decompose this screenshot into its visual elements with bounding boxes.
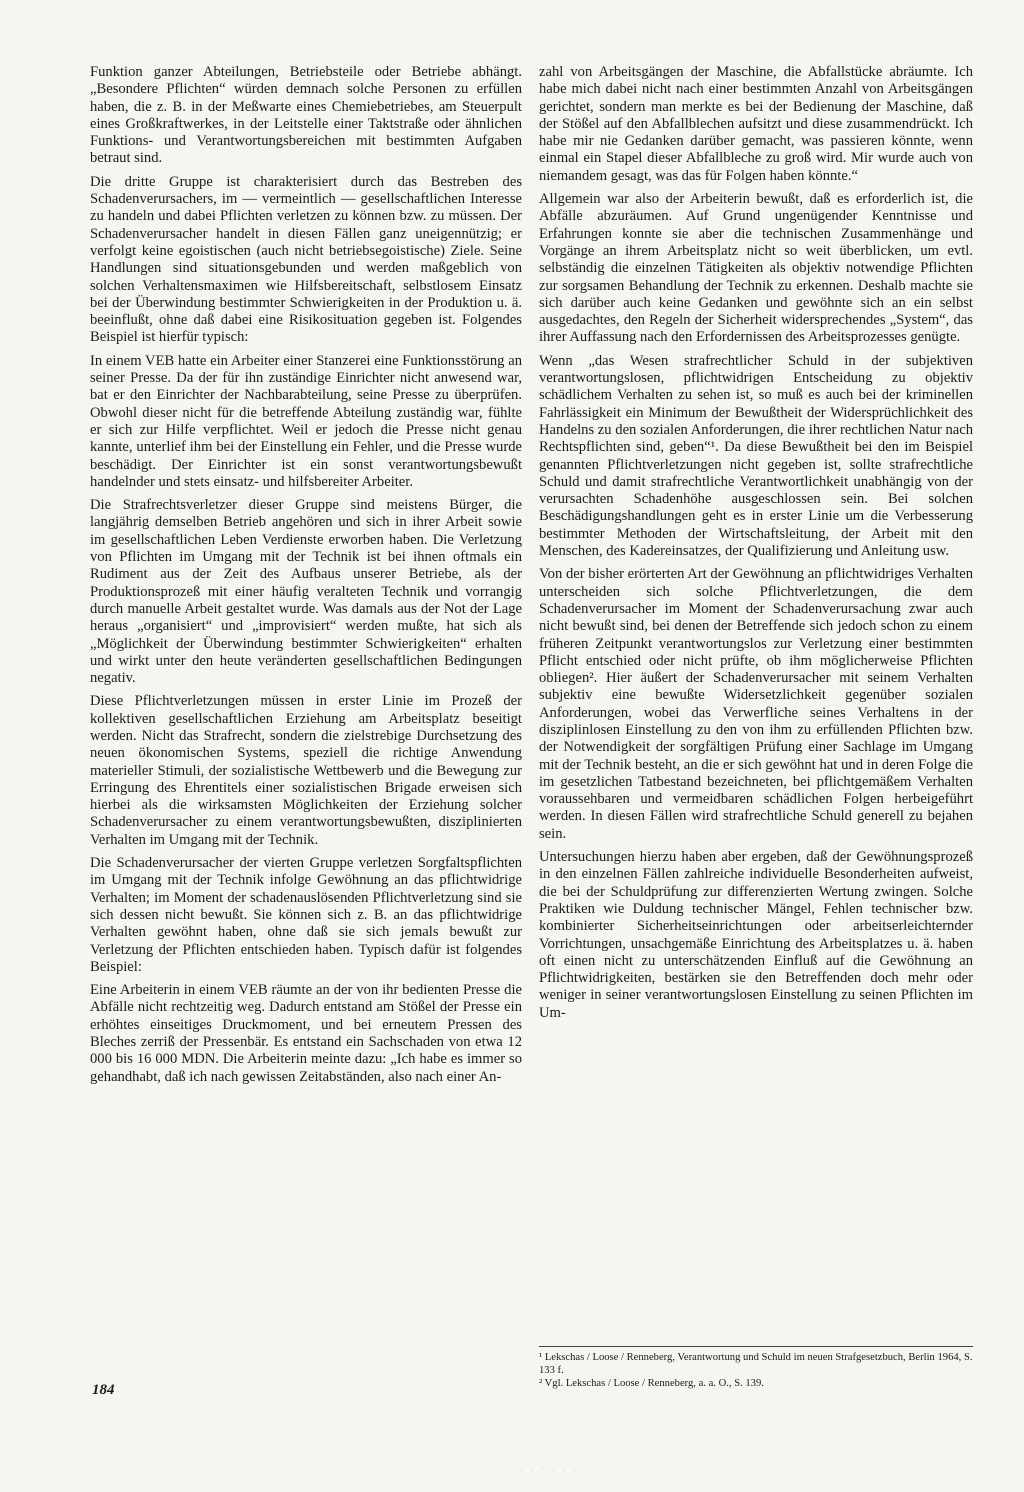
paragraph: Wenn „das Wesen strafrechtlicher Schuld in der subjektiven verantwortungslosen, pflichtwidrigen Entscheidung zu objektiv schädlichem Verhalten zu sehen ist, so muß es auch bei der kriminellen Fahrlässigkeit ein Minimum der Bewußtheit der Widersprüchlichkeit des Handelns zu den sozialen Anforderungen, die ihrer rechtlichen Natur nach Rechtspflichten sind, geben“¹. Da diese Bewußtheit bei den im Beispiel genannten Pflichtverletzungen nicht gegeben ist, sollte strafrechtliche Schuld und damit strafrechtliche Verantwortlichkeit unabhängig von der verursachten Schadenhöhe ausgeschlossen sein. Bei solchen Beschädigungshandlungen geht es in erster Linie um die Verbesserung bestimmter Methoden der Wirtschaftsleitung, der Arbeit mit den Menschen, des Kadereinsatzes, der Qualifizierung und Anleitung usw. (539, 352, 973, 560)
paragraph: Die Schadenverursacher der vierten Gruppe verletzen Sorgfaltspflichten im Umgang mit der Technik infolge Gewöhnung an das pflichtwidrige Verhalten; im Moment der schadenauslösenden Pflichtverletzung sind sie sich dessen nicht bewußt. Sie können sich z. B. an das pflichtwidrige Verhalten gewöhnt haben, ohne daß sie sich jemals bewußt zur Verletzung der Pflichten entschieden haben. Typisch dafür ist folgendes Beispiel: (90, 855, 522, 975)
paragraph: Allgemein war also der Arbeiterin bewußt, daß es erforderlich ist, die Abfälle abzuräumen. Auf Grund ungenügender Kenntnisse und Erfahrungen konnte sie aber die technischen Zusammenhänge und Vorgänge an ihrem Arbeitsplatz nicht so weit überblicken, um evtl. selbständig die einzelnen Tätigkeiten als objektiv notwendige Pflichten zur sorgsamen Behandlung der Technik zu erkennen. Deshalb machte sie sich darüber auch keine Gedanken und gewöhnte sich an ein selbst ausgedachtes, den Regeln der Sicherheit widersprechendes „System“, das ihrer Auffassung nach den Erfordernissen des Arbeitsprozesses genügte. (539, 191, 973, 346)
paragraph: Die Strafrechtsverletzer dieser Gruppe sind meistens Bürger, die langjährig demselben Betrieb angehören und sich in ihrer Arbeit sowie im gesellschaftlichen Leben Verdienste erworben haben. Die Verletzung von Pflichten im Umgang mit der Technik ist bei ihnen oftmals ein Rudiment aus der Zeit des Aufbaus unserer Betriebe, als der Produktionsprozeß mit einer häufig veralteten Technik und vorrangig durch manuelle Arbeit gestaltet wurde. Was damals aus der Not der Lage heraus „organisiert“ und „improvisiert“ werden mußte, hat sich als „Möglichkeit der Überwindung bestimmter Schwierigkeiten“ erhalten und wirkt unter den heute veränderten gesellschaftlichen Bedingungen negativ. (90, 497, 522, 687)
footnote-2: ² Vgl. Lekschas / Loose / Renneberg, a. a. O., S. 139. (539, 1378, 764, 1389)
scan-smudge: · · ` · · · (520, 1466, 579, 1475)
paragraph: Die dritte Gruppe ist charakterisiert durch das Bestreben des Schadenverursachers, im — vermeintlich — gesellschaftlichen Interesse zu handeln und dabei Pflichten verletzen zu können bzw. zu müssen. Der Schadenverursacher handelt in diesen Fällen ganz uneigennützig; er verfolgt keine egoistischen (auch nicht betriebsegoistische) Ziele. Seine Handlungen sind situationsgebunden und werden maßgeblich von solchen Verhaltensmaximen wie Hilfsbereitschaft, selbstlosem Einsatz bei der Überwindung bestimmter Schwierigkeiten in der Produktion u. ä. beeinflußt, ohne daß dabei eine Risikosituation gegeben ist. Folgendes Beispiel ist hierfür typisch: (90, 173, 522, 346)
paragraph: Diese Pflichtverletzungen müssen in erster Linie im Prozeß der kollektiven gesellschaftlichen Erziehung am Arbeitsplatz beseitigt werden. Nicht das Strafrecht, sondern die zielstrebige Durchsetzung des neuen ökonomischen Systems, speziell die richtige Anwendung materieller Stimuli, der sozialistische Wettbewerb und die Bewegung zur Erringung des Ehrentitels einer sozialistischen Brigade erweisen sich hierbei als die wirksamsten Möglichkeiten der Erziehung solcher Schadenverursacher zu einem verantwortungsbewußten, disziplinierten Verhalten im Umgang mit der Technik. (90, 693, 522, 848)
left-column (90, 64, 522, 1092)
footnote-1: ¹ Lekschas / Loose / Renneberg, Verantwortung und Schuld im neuen Strafgesetzbuch, Berlin 1964, S. 133 f. (539, 1352, 973, 1376)
page-number: 184 (92, 1382, 115, 1398)
paragraph: Untersuchungen hierzu haben aber ergeben, daß der Gewöhnungsprozeß in den einzelnen Fällen zahlreiche individuelle Besonderheiten aufweist, die bei der Schuldprüfung zur differenzierten Wertung zwingen. Solche Praktiken wie Duldung technischer Mängel, Fehlen technischer bzw. kombinierter Sicherheitseinrichtungen oder arbeitserleichternder Vorrichtungen, unsachgemäße Einrichtung des Arbeitsplatzes u. ä. haben oft einen nicht zu unterschätzenden Einfluß auf die Gewöhnung an Pflichtwidrigkeiten, bestärken sie den Betreffenden doch mehr oder weniger in seiner verantwortungslosen Einstellung zu seinen Pflichten im Um- (539, 849, 973, 1021)
paragraph: zahl von Arbeitsgängen der Maschine, die Abfallstücke abräumte. Ich habe mich dabei nicht nach einer bestimmten Anzahl von Arbeitsgängen gerichtet, sondern man merkte es bei der Bedienung der Maschine, daß der Stößel auf den Abfallblechen aufsitzt und diese zusammendrückt. Ich habe mir nie Gedanken darüber gemacht, was passieren könnte, wenn einmal ein Stapel dieser Abfallbleche zu groß wird. Mir wurde auch von niemandem gesagt, was das für Folgen haben könnte.“ (539, 64, 973, 184)
footnotes (539, 1346, 973, 1390)
right-column (539, 64, 973, 1028)
paragraph: Eine Arbeiterin in einem VEB räumte an der von ihr bedienten Presse die Abfälle nicht rechtzeitig weg. Dadurch entstand am Stößel der Presse ein erhöhtes einseitiges Druckmoment, und bei erneutem Pressen des Bleches zerriß der Pressenbär. Es entstand ein Sachschaden von etwa 12 000 bis 16 000 MDN. Die Arbeiterin meinte dazu: „Ich habe es immer so gehandhabt, daß ich nach gewissen Zeitabständen, also nach einer An- (90, 982, 522, 1085)
paragraph: Von der bisher erörterten Art der Gewöhnung an pflichtwidriges Verhalten unterscheiden sich solche Pflichtverletzungen, die dem Schadenverursacher im Moment der Schadenverursachung zwar auch nicht bewußt sind, bei denen der Betreffende sich jedoch schon zu einem früheren Zeitpunkt verantwortungslos zur Verletzung einer bestimmten Pflicht entschied oder nicht prüfte, ob ihm möglicherweise Pflichten obliegen². Hier äußert der Schadenverursacher mit seinem Verhalten subjektiv eine bewußte Widersetzlichkeit gegenüber sozialen Anforderungen, wobei das Verwerfliche seines Verhaltens in der disziplinlosen Einstellung zu den von ihm zu erfüllenden Pflichten bzw. der Notwendigkeit der sorgfältigen Prüfung einer Sachlage im Umgang mit der Technik besteht, an die er sich gewöhnt hat und in deren Folge die im gesetzlichen Tatbestand bezeichneten, bei pflichtgemäßem Verhalten voraussehbaren und vermeidbaren schädlichen Folgen herbeigeführt werden. In diesen Fällen wird strafrechtliche Schuld generell zu bejahen sein. (539, 566, 973, 842)
paragraph: In einem VEB hatte ein Arbeiter einer Stanzerei eine Funktionsstörung an seiner Presse. Da der für ihn zuständige Einrichter nicht anwesend war, bat er den Einrichter der Nachbarabteilung, seine Presse zu überprüfen. Obwohl dieser nicht für die betreffende Abteilung zuständig war, fühlte er sich zur Hilfe verpflichtet. Weil er jedoch die Presse nicht genau kannte, unterlief ihm bei der Einstellung ein Fehler, und die Presse wurde beschädigt. Der Einrichter ist ein sonst verantwortungsbewußt handelnder und stets einsatz- und hilfsbereiter Arbeiter. (90, 352, 522, 490)
paragraph: Funktion ganzer Abteilungen, Betriebsteile oder Betriebe abhängt. „Besondere Pflichten“ würden demnach solche Personen zu erfüllen haben, die z. B. in der Meßwarte eines Chemiebetriebes, am Steuerpult eines Großkraftwerkes, in der Leitstelle einer Taktstraße oder ähnlichen Funktions- und Verantwortungsbereichen mit bestimmten Aufgaben betraut sind. (90, 64, 522, 167)
